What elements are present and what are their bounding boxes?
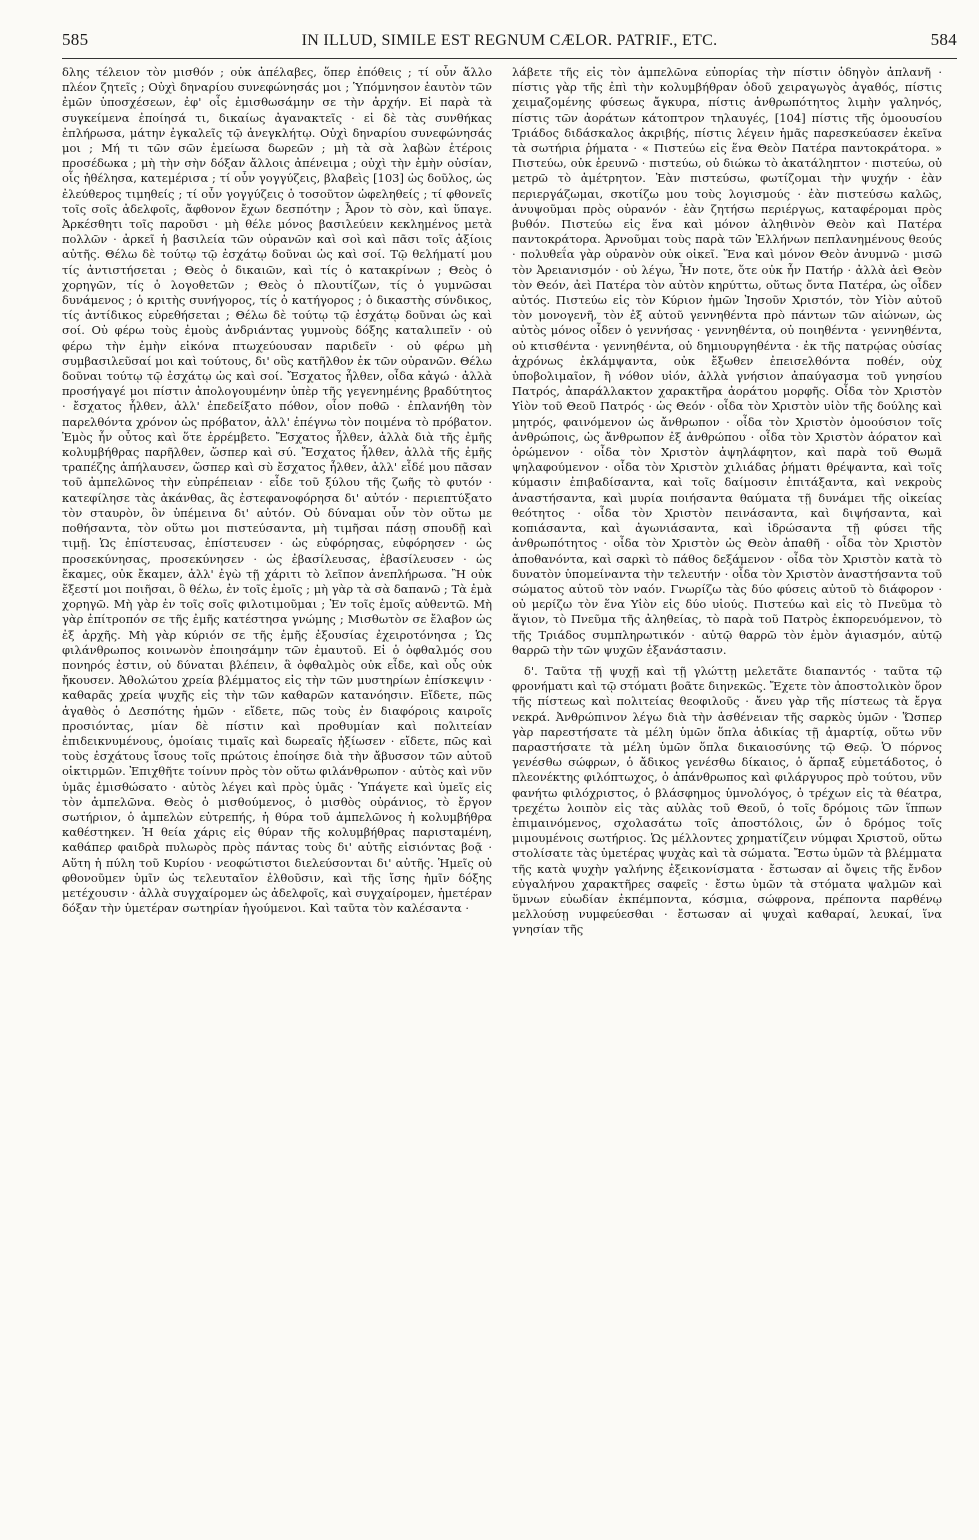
paragraph: δλης τέλειον τὸν μισθόν ; οὐκ ἀπέλαβες, ὅπερ ἐπόθεις ; τί οὖν ἄλλο πλέον ζητεῖς ; Οὐχὶ δηναρίου συνεφώνησάς μοι ; Ὑπόμνησον ἑαυτὸν τῶν ἐμῶν ὑποσχέσεων, ἐφ' οἷς ἐμισθωσάμην σε τὴν ἀρχήν. Εἰ παρὰ τὰ συγκείμενα ἐποίησά τι, δικαίως ἀγανακτεῖς · εἰ δὲ τὰς συνθήκας ἐπλήρωσα, μάτην ἐγκαλεῖς τῷ ἀνεγκλήτῳ. Οὐχὶ δηναρίου συνεφώνησάς μοι ; Μή τι τῶν σῶν ἐμείωσα δωρεῶν ; μὴ τὰ σὰ λαβὼν ἑτέροις προσέδωκα ; μὴ τὴν σὴν δόξαν ἄλλοις ἀπένειμα ; οὐχὶ τὴν ἐμὴν οὐσίαν, οἷς ἠθέλησα, κατεμέρισα ; τί οὖν γογγύζεις, βλαβεὶς [103] ὡς δοῦλος, ὡς ἐλεύθερος τιμηθείς ; τί οὖν γογγύζεις ὁ τοσοῦτον ὠφεληθείς ; τί φθονεῖς τοῖς σοῖς ἀδελφοῖς, ἄφθονον ἔχων δεσπότην ; Ἆρον τὸ σὸν, καὶ ὕπαγε. Ἀρκέσθητι τοῖς παροῦσι · μὴ θέλε μόνος βασιλεύειν κεκλημένος μετὰ πολλῶν · ἀρκεῖ ἡ βασιλεία τῶν οὐρανῶν καὶ σοὶ καὶ πᾶσι τοῖς ἀξίοις αὐτῆς. Θέλω δὲ τούτῳ τῷ ἐσχάτῳ δοῦναι ὡς καὶ σοί. Τῷ θελήματί μου τίς ἀντιστήσεται ; Θεὸς ὁ δικαιῶν, καὶ τίς ὁ κατακρίνων ; Θεὸς ὁ χορηγῶν, τίς ὁ λογοθετῶν ; Θεὸς ὁ πλουτίζων, τίς ὁ γυμνῶσαι δυνάμενος ; ὁ κριτὴς συνήγορος, τίς ὁ κατήγορος ; ὁ δικαστὴς σύνδικος, τίς ἀντίδικος εὑρεθήσεται ; Θέλω δὲ τούτῳ τῷ ἐσχάτῳ δοῦναι ὡς καὶ σοί. Οὐ φέρω τοὺς ἐμοὺς ἀνδριάντας γυμνοὺς δόξης καταλιπεῖν · οὐ φέρω τὴν ἐμὴν εἰκόνα πτωχεύουσαν παριδεῖν · οὐ φέρω μὴ συμβασιλεῦσαί μοι καὶ τούτους, δι' οὓς κατῆλθον ἐκ τῶν οὐρανῶν. Θέλω δοῦναι τούτῳ τῷ ἐσχάτῳ ὡς καὶ σοί. Ἔσχατος ἦλθεν, οἶδα κἀγώ · ἀλλὰ προσήγαγέ μοι πίστιν ἀπολογουμένην ὑπὲρ τῆς γεγενημένης βραδύτητος · ἔσχατος ἦλθεν, ἀλλ' ἐπεδείξατο πόθον, οἷον ποθῶ · ἐπλανήθη τὸν παρελθόντα χρόνον ὡς πρόβατον, ἀλλ' ἐπέγνω τὸν ποιμένα τὸ πρόβατον. Ἐμὸς ἦν οὗτος καὶ ὅτε ἐρρέμβετο. Ἔσχατος ἦλθεν, ἀλλὰ διὰ τῆς ἐμῆς κολυμβήθρας παρῆλθεν, ὥσπερ καὶ σύ. Ἔσχατος ἦλθεν, ἀλλὰ τῆς ἐμῆς τραπέζης ἀπήλαυσεν, ὥσπερ καὶ σὺ ἔσχατος ἦλθεν, ἀλλ' εἶδέ μου πᾶσαν τοῦ ἀμπελῶνος τὴν εὐπρέπειαν · εἶδε τοῦ ξύλου τῆς ζωῆς τὸ φυτόν · κατεφίλησε τὰς ἀκάνθας, ἃς ἐστεφανοφόρησα δι' αὐτόν · περιεπτύξατο τὸν σταυρὸν, ὃν ὑπέμεινα δι' αὐτόν. Οὐ δύναμαι οὖν τὸν οὕτω με ποθήσαντα, τὸν οὕτω μοι πιστεύσαντα, μὴ τιμῆσαι πάσῃ σπουδῇ καὶ τιμῇ. Ὡς ἐπίστευσας, ἐπίστευσεν · ὡς εὐφόρησας, εὐφόρησεν · ὡς προσεκύνησας, προσεκύνησεν · ὡς ἐβασίλευσας, ἐβασίλευσεν · ὡς ἔκαμες, οὐκ ἔκαμεν, ἀλλ' ἐγὼ τῇ χάριτι τὸ λεῖπον ἀνεπλήρωσα. Ἢ οὐκ ἔξεστί μοι ποιῆσαι, ὃ θέλω, ἐν τοῖς ἐμοῖς ; μὴ γὰρ τὰ σὰ δαπανῶ ; Τὰ ἐμὰ χορηγῶ. Μὴ γὰρ ἐν τοῖς σοῖς φιλοτιμοῦμαι ; Ἐν τοῖς ἐμοῖς αὐθεντῶ. Μὴ γὰρ ἐπίτροπόν σε τῆς ἐμῆς κατέστησα γνώμης ; Μισθωτὸν σε ἔλαβον ὡς ἐξ ἀρχῆς. Μὴ γὰρ κύριόν σε τῆς ἐμῆς ἐξουσίας ἐχειροτόνησα ; Ὡς φιλάνθρωπος κοινωνὸν ἐποιησάμην τῶν ἐμαυτοῦ. Εἰ ὁ ὀφθαλμός σου πονηρός ἐστιν, οὐ δύναται βλέπειν, ἃ ὀφθαλμὸς οὐκ εἶδε, καὶ οὖς οὐκ ἤκουσεν. Ἀθολώτου χρεία βλέμματος εἰς τὴν τῶν μυστηρίων ἐπίσκεψιν · καθαρᾶς χρεία ψυχῆς εἰς τὴν τῶν καθαρῶν κατανόησιν. Εἴδετε, πῶς ἀγαθὸς ὁ Δεσπότης ἡμῶν · εἴδετε, πῶς τοὺς ἐν διαφόροις καιροῖς προσιόντας, μίαν δὲ πίστιν καὶ προθυμίαν καὶ πολιτείαν ἐπιδεικνυμένους, ὁμοίαις τιμαῖς καὶ δωρεαῖς ἠξίωσεν · εἴδετε, πῶς καὶ τοὺς ἐσχάτους ἴσους τοῖς πρώτοις ἐποίησε διὰ τὴν ἄβυσσον τῶν αὐτοῦ οἰκτιρμῶν. Ἐπιχθῆτε τοίνυν πρὸς τὸν οὕτω φιλάνθρωπον · αὐτὸς καὶ νῦν ὑμᾶς ἐμισθώσατο · αὐτὸς λέγει καὶ πρὸς ὑμᾶς · Ὑπάγετε καὶ ὑμεῖς εἰς τὸν ἀμπελῶνα. Θεὸς ὁ μισθούμενος, ὁ μισθὸς οὐράνιος, τὸ ἔργον σωτήριον, ὁ ἀμπελὼν εὐτρεπής, ἡ θύρα τοῦ ἀμπελῶνος ἡ κολυμβήθρα καθέστηκεν. Ἡ θεία χάρις εἰς θύραν τῆς κολυμβήθρας παρισταμένη, καθάπερ φαιδρὰ πυλωρὸς πρὸς πάντας τοὺς δι' αὐτῆς εἰσιόντας βοᾷ · Αὕτη ἡ πύλη τοῦ Κυρίου · νεοφώτιστοι διελεύσονται δι' αὐτῆς. Ἡμεῖς οὐ φθονοῦμεν ὑμῖν ὡς τελευταῖον ἐλθοῦσιν, καὶ τῆς ἴσης ἡμῖν δόξης μετέχουσιν · ἀλλὰ συγχαίρομεν ὡς ἀδελφοῖς, καὶ συγχαίρομεν, ἡμετέραν δόξαν τὴν ὑμετέραν σωτηρίαν ἡγούμενοι. Καὶ ταῦτα τὸν καλέσαντα · (62, 65, 492, 916)
left-column (62, 65, 492, 1515)
page-number-left: 585 (62, 30, 89, 49)
paragraph: λάβετε τῆς εἰς τὸν ἀμπελῶνα εὐπορίας τὴν πίστιν ὁδηγὸν ἀπλανῆ · πίστις γὰρ τῆς ἐπὶ τὴν κολυμβήθραν ὁδοῦ χειραγωγὸς ἀγαθός, πίστις χειμαζομένης φύσεως ἄγκυρα, πίστις ἀνθρωπότητος λιμὴν γαληνός, πίστις τῶν ἀοράτων κάτοπτρον τηλαυγές, [104] πίστις τῆς ὁμοουσίου Τριάδος διδάσκαλος ἀκριβής, πίστις λέγειν ἡμᾶς παρεσκεύασεν ἐκεῖνα τὰ σωτήρια ῥήματα · « Πιστεύω εἰς ἕνα Θεὸν Πατέρα παντοκράτορα. » Πιστεύω, οὐκ ἐρευνῶ · πιστεύω, οὐ διώκω τὸ ἀκατάληπτον · πιστεύω, οὐ μετρῶ τὸ ἀμέτρητον. Ἐὰν πιστεύσω, φωτίζομαι τὴν ψυχήν · ἐὰν περιεργάζωμαι, σκοτίζω μου τοὺς λογισμούς · ἐὰν πιστεύσω καλῶς, ἀνυψοῦμαι πρὸς οὐρανόν · ἐὰν ζητήσω περιέργως, καταφέρομαι πρὸς βυθόν. Πιστεύω εἰς ἕνα καὶ μόνον ἀληθινὸν Θεὸν καὶ Πατέρα παντοκράτορα. Ἀρνοῦμαι τοὺς παρὰ τῶν Ἑλλήνων πεπλανημένους θεούς · πολυθεΐα γὰρ οὐρανὸν οὐκ οἰκεῖ. Ἕνα καὶ μόνον Θεὸν ἀνυμνῶ · μισῶ τὸν Ἀρειανισμόν · οὐ λέγω, Ἦν ποτε, ὅτε οὐκ ἦν Πατήρ · ἀλλὰ ἀεὶ Θεὸν τὸν Θεόν, ἀεὶ Πατέρα τὸν αὐτὸν κηρύττω, οὕτως ὄντα Πατέρα, ὡς οἶδεν αὐτός. Πιστεύω εἰς τὸν Κύριον ἡμῶν Ἰησοῦν Χριστόν, τὸν Υἱὸν αὐτοῦ τὸν μονογενῆ, τὸν ἐξ αὐτοῦ γεννηθέντα πρὸ πάντων τῶν αἰώνων, ὡς αὐτὸς μόνος οἶδεν ὁ γεννήσας · γεννηθέντα, οὐ ποιηθέντα · γεννηθέντα, οὐ κτισθέντα · γεννηθέντα, οὐ δημιουργηθέντα · ἐκ τῆς πατρῴας οὐσίας ἀχρόνως ἐκλάμψαντα, οὐκ ἔξωθεν ἐπεισελθόντα ποθέν, οὐχ ὑποβολιμαῖον, ἢ νόθον υἱόν, ἀλλὰ γνήσιον ἀπαύγασμα τοῦ γνησίου Πατρός, ἀπαράλλακτον χαρακτῆρα ἀοράτου μορφῆς. Οἶδα τὸν Χριστὸν Υἱὸν τοῦ Θεοῦ Πατρός · ὡς Θεόν · οἶδα τὸν Χριστὸν υἱὸν τῆς δούλης καὶ μητρός, φαινόμενον ὡς ἄνθρωπον · οἶδα τὸν Χριστὸν ὁμοούσιον τοῖς ἀνθρώποις, ὡς ἄνθρωπον ἐξ ἀνθρώπου · οἶδα τὸν Χριστὸν ἀόρατον καὶ ὁρώμενον · οἶδα τὸν Χριστὸν ἀψηλάφητον, καὶ παρὰ τοῦ Θωμᾶ ψηλαφούμενον · οἶδα τὸν Χριστὸν χιλιάδας ῥήματι θρέψαντα, καὶ τοῖς κύμασιν ἐπιβαδίσαντα, καὶ τοῖς δαίμοσιν ἐπιτάξαντα, καὶ νεκροὺς ἀναστήσαντα, καὶ μυρία ποιήσαντα θαύματα τῇ δυνάμει τῆς οἰκείας θεότητος · οἶδα τὸν Χριστὸν πεινάσαντα, καὶ διψήσαντα, καὶ κοπιάσαντα, καὶ ἀγωνιάσαντα, καὶ ἱδρώσαντα τῇ φύσει τῆς ἀνθρωπότητος · οἶδα τὸν Χριστὸν ὡς Θεὸν ἀπαθῆ · οἶδα τὸν Χριστὸν ἀποθανόντα, καὶ σαρκὶ τὸ πάθος δεξάμενον · οἶδα τὸν Χριστὸν κατὰ τὸ δυνατὸν ὑπομείναντα τὴν τελευτήν · οἶδα τὸν Χριστὸν ἀναστήσαντα τοῦ σώματος αὐτοῦ τὸν ναόν. Γνωρίζω τὰς δύο φύσεις αὐτοῦ τὸ διάφορον · οὐ μερίζω τὸν ἕνα Υἱὸν εἰς δύο υἱούς. Πιστεύω καὶ εἰς τὸ Πνεῦμα τὸ ἅγιον, τὸ Πνεῦμα τῆς ἀληθείας, τὸ παρὰ τοῦ Πατρὸς ἐκπορευόμενον, τὸ τῆς Τριάδος συμπληρωτικόν · αὐτῷ θαρρῶ τὸν ἐμὸν ἁγιασμόν, αὐτῷ θαρρῶ τὴν τῶν ψυχῶν ἐξανάστασιν. (512, 65, 942, 657)
paragraph-section-4: δ'. Ταῦτα τῇ ψυχῇ καὶ τῇ γλώττῃ μελετᾶτε διαπαντός · ταῦτα τῷ φρονήματι καὶ τῷ στόματι βοᾶτε διηνεκῶς. Ἔχετε τὸν ἀποστολικὸν ὅρον τῆς πίστεως καὶ πολιτείας θεοφιλοῦς · ἄνευ γὰρ τῆς πίστεως τὰ ἔργα νεκρά. Ἀνθρώπινον λέγω διὰ τὴν ἀσθένειαν τῆς σαρκὸς ὑμῶν · Ὥσπερ γὰρ παρεστήσατε τὰ μέλη ὑμῶν ὅπλα ἀδικίας τῇ ἁμαρτίᾳ, οὕτω νῦν παραστήσατε τὰ μέλη ὑμῶν ὅπλα δικαιοσύνης τῷ Θεῷ. Ὁ πόρνος γενέσθω σώφρων, ὁ ἄδικος γενέσθω δίκαιος, ὁ ἅρπαξ εὐμετάδοτος, ὁ πλεονέκτης φιλόπτωχος, ὁ ἀπάνθρωπος καὶ φιλάργυρος πρὸ τούτου, νῦν φανήτω φιλόχριστος, ὁ βλάσφημος ὑμνολόγος, ὁ τρέχων εἰς τὰ θέατρα, τρεχέτω λοιπὸν εἰς τὰς αὐλὰς τοῦ Θεοῦ, ὁ τοῖς δρόμοις τῶν ἵππων ἐπιμαινόμενος, σχολασάτω τοῖς ἀποστόλοις, ὧν ὁ δρόμος τοῖς μιμουμένοις σωτήριος. Ὡς μέλλοντες χρηματίζειν νύμφαι Χριστοῦ, οὕτω στολίσατε τὰς ὑμετέρας ψυχὰς καὶ τὰ σώματα. Ἔστω ὑμῶν τὰ βλέμματα τῆς κατὰ ψυχὴν γαλήνης ἐξεικονίσματα · ἔστωσαν αἱ ὄψεις τῆς ἔνδον εὐγαλήνου χαρακτῆρες σαφεῖς · ἔστω ὑμῶν τὰ στόματα ψαλμῶν καὶ ὕμνων εὐωδίαν ἐκπέμποντα, κόσμια, σώφρονα, πρέποντα παρθένῳ μελλούσῃ νυμφεύεσθαι · ἔστωσαν αἱ ψυχαὶ καθαραί, λευκαί, ἵνα γνησίαν τῆς (512, 663, 942, 937)
page-number-right: 584 (930, 30, 957, 49)
running-title: IN ILLUD, SIMILE EST REGNUM CÆLOR. PATRIF., ETC. (301, 32, 718, 49)
right-column (512, 65, 942, 1515)
text-columns (62, 65, 957, 1515)
running-head (62, 30, 957, 59)
